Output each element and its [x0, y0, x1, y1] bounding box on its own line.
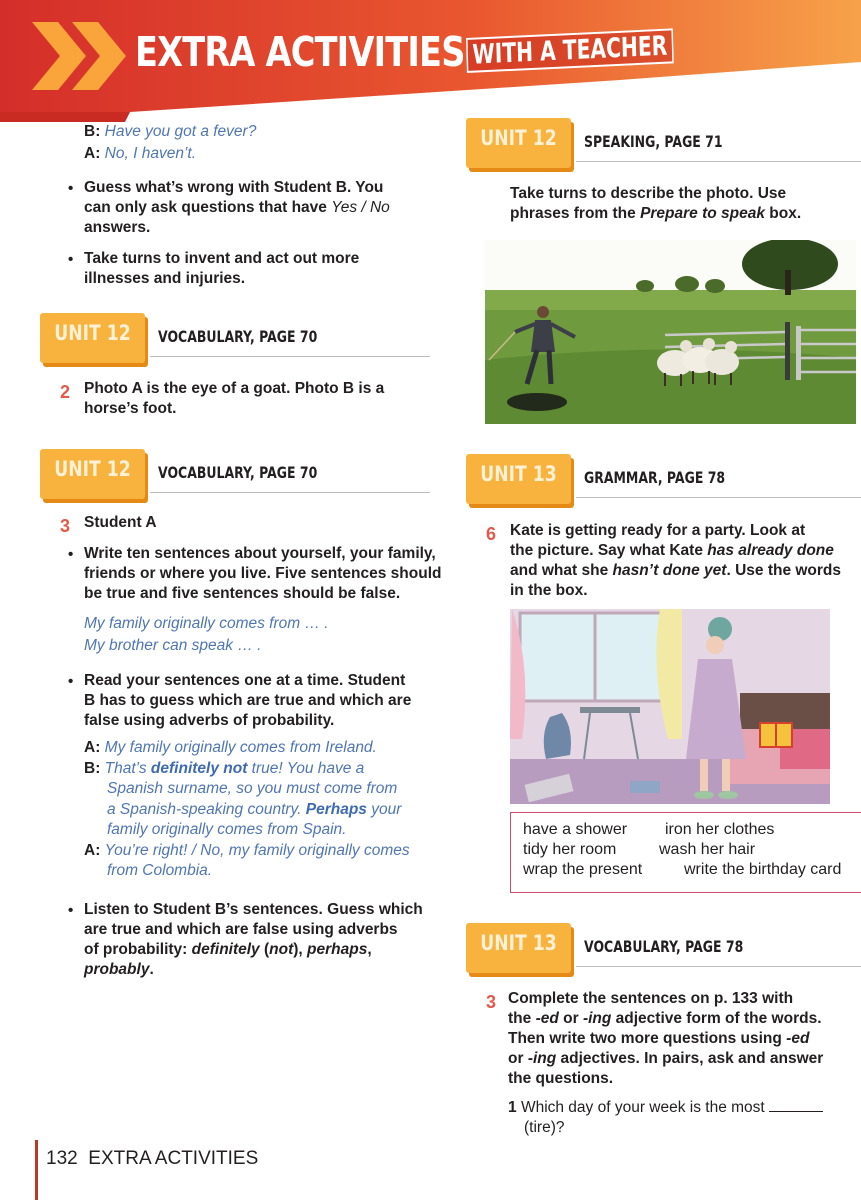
exercise-number: 3 [60, 516, 71, 536]
dialogue-line: A: No, I haven’t. [84, 145, 196, 162]
word-item: wrap the present [523, 861, 643, 878]
instruction-text: Listen to Student B’s sentences. Guess which are true and which are false using adverbs of probability: definitely (not), perhaps, probably. [84, 901, 423, 978]
exercise-text: Take turns to describe the photo. Use phrases from the Prepare to speak box. [510, 185, 802, 222]
bullet-icon: • [68, 251, 74, 268]
dialogue: A: My family originally comes from Ireland. B: That’s definitely not true! You have a Spanish surname, so you must come from a Spanish-speaking country. Perhaps your family originally comes from Spain. A: You’re right! / No, my family originally comes from Colombia. [84, 739, 410, 879]
footer-label: EXTRA ACTIVITIES [88, 1148, 259, 1169]
unit-tag: UNIT 12 [466, 118, 571, 168]
dialogue-line: B: Have you got a fever? [84, 123, 257, 140]
page-header [0, 0, 861, 125]
page-title: EXTRA ACTIVITIES [135, 28, 465, 76]
exercise-text: Kate is getting ready for a party. Look at the picture. Say what Kate has already done and what she hasn’t done yet. Use the words in the box. [510, 522, 842, 599]
exercise-number: 6 [486, 524, 497, 544]
exercise-number: 2 [60, 382, 71, 402]
unit-header [40, 313, 430, 363]
instruction-text: Write ten sentences about yourself, your family, friends or where you live. Five sentences should be true and five sentences should be false. [84, 545, 442, 602]
unit-label: VOCABULARY, PAGE 70 [158, 463, 318, 482]
exercise-number: 3 [486, 992, 497, 1012]
exercise-text: Complete the sentences on p. 133 with the -ed or -ing adjective form of the words. Then write two more questions using -ed or -ing adjectives. In pairs, ask and answer the questions. [508, 990, 824, 1087]
word-box [510, 812, 861, 893]
bullet-icon: • [68, 673, 74, 690]
word-item: iron her clothes [665, 821, 775, 838]
word-item: wash her hair [659, 841, 756, 858]
unit-tag: UNIT 12 [40, 449, 145, 499]
exercise-text: Photo A is the eye of a goat. Photo B is a horse’s foot. [84, 380, 385, 417]
word-item: have a shower [523, 821, 628, 838]
unit-label: VOCABULARY, PAGE 70 [158, 327, 318, 346]
word-item: tidy her room [523, 841, 617, 858]
unit-header [466, 454, 861, 504]
unit-header [40, 449, 430, 499]
unit-header [466, 923, 861, 973]
unit-label: GRAMMAR, PAGE 78 [584, 468, 726, 487]
bedroom-illustration [510, 609, 830, 804]
exercise-heading: Student A [84, 514, 157, 531]
farm-photo [485, 240, 856, 424]
unit-tag: UNIT 12 [40, 313, 145, 363]
answer-blank [769, 1111, 823, 1112]
instruction-text: Guess what’s wrong with Student B. You can only ask questions that have Yes / No answers. [84, 179, 390, 236]
page-number: 132 [46, 1148, 78, 1169]
unit-label: SPEAKING, PAGE 71 [584, 132, 723, 151]
bullet-icon: • [68, 902, 74, 919]
bullet-icon: • [68, 546, 74, 563]
page-subtitle: WITH A TEACHER [466, 28, 674, 73]
instruction-text: Read your sentences one at a time. Student B has to guess which are true and which are false using adverbs of probability. [84, 672, 412, 729]
unit-label: VOCABULARY, PAGE 78 [584, 937, 744, 956]
unit-tag: UNIT 13 [466, 454, 571, 504]
unit-tag: UNIT 13 [466, 923, 571, 973]
numbered-item: 1 Which day of your week is the most (tire)? [508, 1098, 823, 1138]
instruction-text: Take turns to invent and act out more illnesses and injuries. [84, 250, 360, 287]
page-footer [46, 1148, 258, 1170]
unit-header [466, 118, 861, 168]
bullet-icon: • [68, 180, 74, 197]
example-sentences: My family originally comes from … . My brother can speak … . [84, 615, 329, 654]
word-item: write the birthday card [684, 861, 842, 878]
footer-bar [35, 1140, 38, 1200]
